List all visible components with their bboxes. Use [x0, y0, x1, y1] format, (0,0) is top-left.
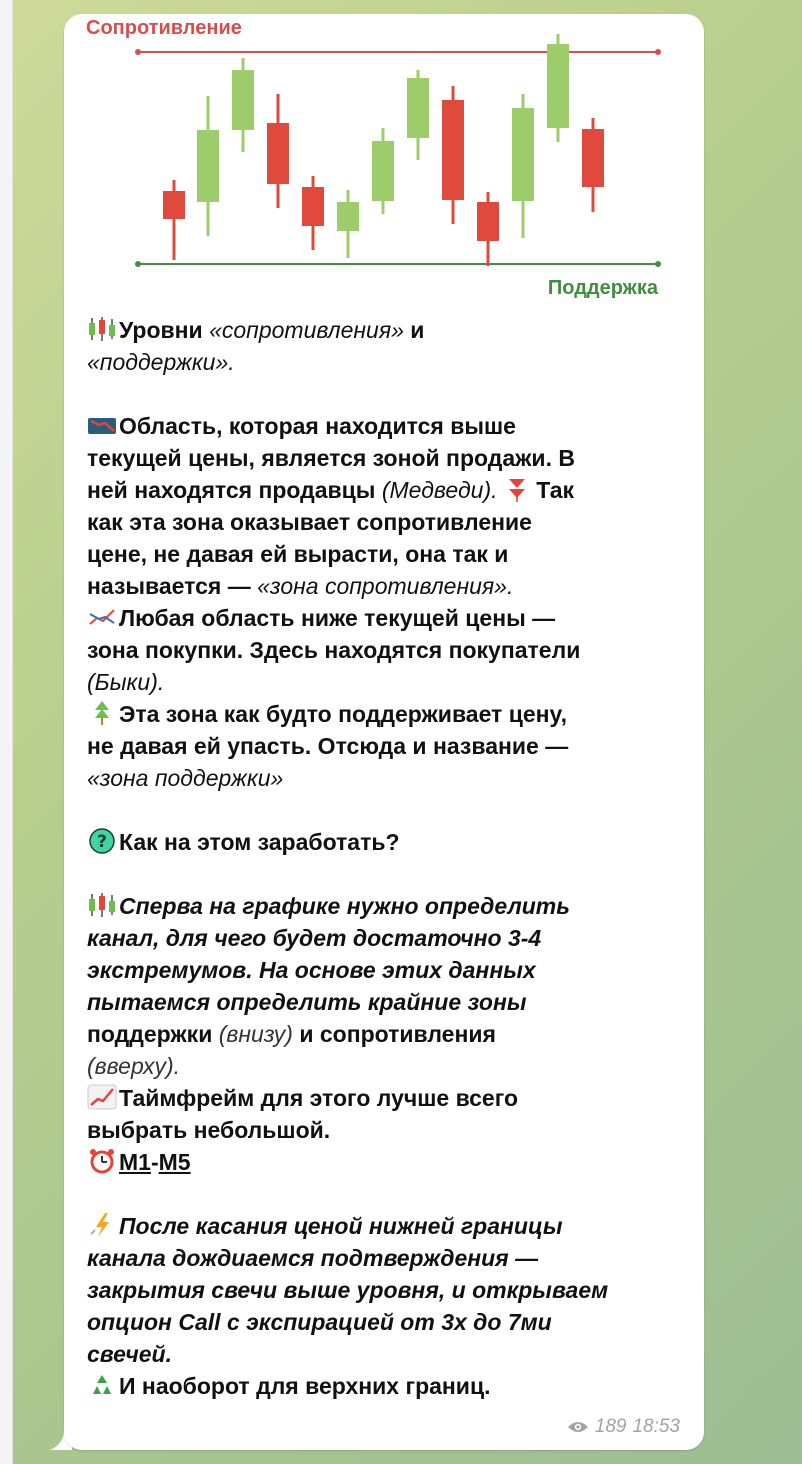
- message-text: [87, 314, 677, 1402]
- candlestick-icon: [87, 316, 117, 340]
- paragraph-question: ? Как на этом заработать?: [87, 826, 677, 858]
- candlesticks: [163, 34, 604, 266]
- alarm-clock-icon: [87, 1148, 117, 1172]
- candle: [407, 78, 429, 138]
- candle: [547, 44, 569, 128]
- paragraph-resistance-zone: Область, которая находится выше текущей цены, является зоной продажи. В ней находятся продавцы (Медведи). Так как эта зона оказывает сопротивление цене, не давая ей вырасти, она так и называется — «зона сопротивления».: [87, 413, 575, 599]
- paragraph-support-zone: Любая область ниже текущей цены — зона покупки. Здесь находятся покупатели (Быки).: [87, 605, 581, 695]
- paragraph-step1: Сперва на графике нужно определить канал, для чего будет достаточно 3-4 экстремумов. На основе этих данных пытаемся определить крайние зоны поддержки (внизу) и сопротивления (вверху).: [87, 893, 570, 1079]
- paragraph-step4: И наоборот для верхних границ.: [87, 1370, 677, 1402]
- candle: [197, 130, 219, 202]
- candle: [442, 100, 464, 200]
- red-down-arrow-icon: [504, 477, 530, 503]
- paragraph-timeframe: Таймфрейм для этого лучше всего выбрать небольшой. М1-М5: [87, 1085, 519, 1175]
- candlestick-icon: [87, 892, 117, 916]
- resistance-label: Сопротивление: [86, 17, 242, 39]
- timeframe-m5-link[interactable]: М5: [158, 1149, 191, 1175]
- lightning-icon: [87, 1212, 117, 1236]
- paragraph-levels: Уровни «сопротивления» и «поддержки».: [87, 317, 425, 375]
- candle: [163, 191, 185, 219]
- message-meta: [567, 1416, 680, 1438]
- candle: [302, 187, 324, 226]
- support-resistance-chart: [80, 14, 692, 306]
- message-bubble: [64, 14, 704, 1450]
- svg-text:?: ?: [97, 832, 107, 852]
- timeframe-m1-link[interactable]: М1: [119, 1149, 151, 1175]
- candle: [267, 123, 289, 184]
- paragraph-support-name: Эта зона как будто поддерживает цену, не давая ей упасть. Отсюда и название — «зона поддержки»: [87, 701, 569, 791]
- left-panel-edge: [0, 0, 13, 1464]
- chart-up-icon: [87, 1084, 117, 1108]
- candle: [372, 141, 394, 201]
- candle: [232, 70, 254, 130]
- chart-decreasing-icon: [87, 412, 117, 436]
- paragraph-step3: После касания ценой нижней границы канала дождиаемся подтверждения — закрытия свечи выше уровня, и открываем опцион Call с экспирацией от 3х до 7ми свечей.: [87, 1213, 609, 1367]
- candle: [337, 202, 359, 231]
- eye-icon: [567, 1420, 589, 1434]
- candle: [512, 108, 534, 201]
- green-up-arrow-icon: [87, 700, 117, 724]
- question-icon: [87, 828, 117, 852]
- chart-increasing-icon: [87, 604, 117, 628]
- recycle-icon: [87, 1372, 117, 1396]
- message-time: 18:53: [632, 1416, 680, 1437]
- support-label: Поддержка: [547, 277, 658, 299]
- candle: [477, 202, 499, 241]
- view-count: 189: [594, 1416, 627, 1437]
- candle: [582, 129, 604, 187]
